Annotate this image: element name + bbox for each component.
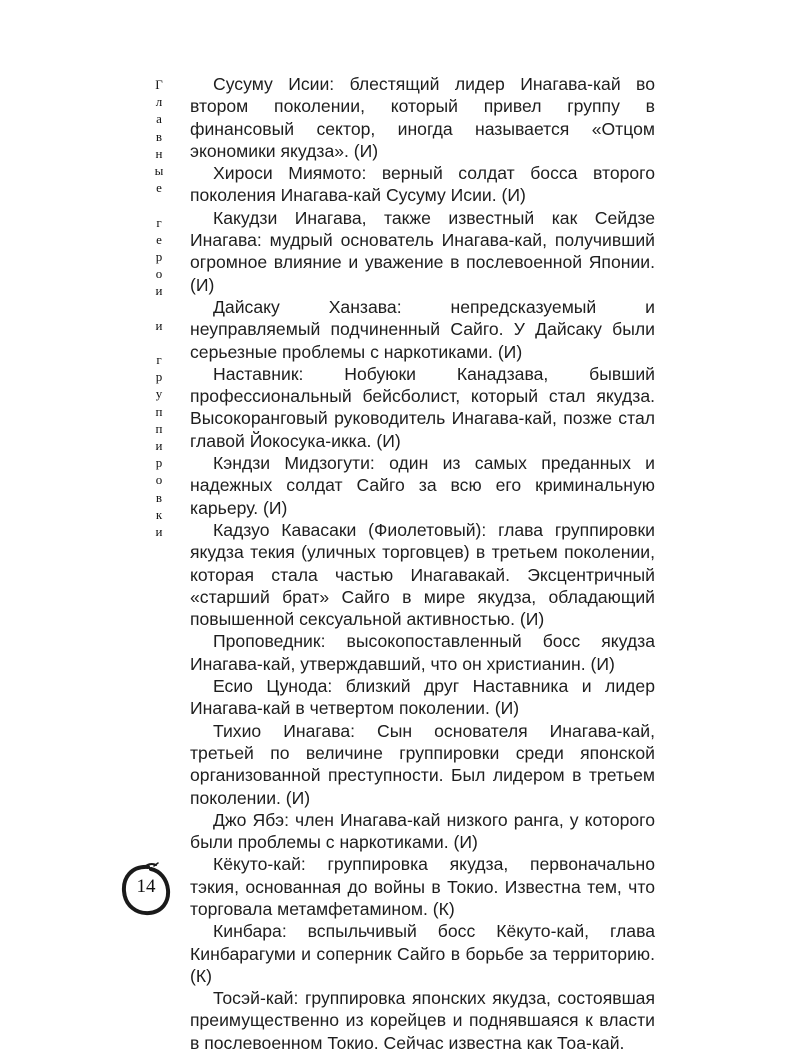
running-title: Г л а в н ы е г е р о и и г р у п п и р о в к и: [154, 77, 164, 539]
entry-tosei-kai: Тосэй-кай: группировка японских якудза, состоявшая преимущественно из корейцев и поднявшаяся к власти в послевоенном Токио. Сейчас известна как Тоа-кай.: [190, 988, 655, 1053]
entry-hanzava: Дайсаку Ханзава: непредсказуемый и неуправляемый подчиненный Сайго. У Дайсаку были серьезные проблемы с наркотиками. (И): [190, 296, 655, 362]
entry-tihio-inagava: Тихио Инагава: Сын основателя Инагава-кай, третьей по величине группировки среди японской организованной преступности. Был лидером в третьем поколении. (И): [190, 720, 655, 808]
entry-tsunoda: Есио Цунода: близкий друг Наставника и лидер Инагава-кай в четвертом поколении. (И): [190, 676, 655, 719]
running-title-text: [0, 0, 1, 1]
entry-kyokuto-kai: Кёкуто-кай: группировка якудза, первоначально тэкия, основанная до войны в Токио. Известна тем, что торговала метамфетамином. (К): [190, 854, 655, 919]
entry-kavasaki: Кадзуо Кавасаки (Фиолетовый): глава группировки якудза текия (уличных торговцев) в третьем поколении, которая стала частью Инагавакай. Эксцентричный «старший брат» Сайго в мире якудза, обладающий повышенной сексуальной активностью. (И): [190, 519, 655, 630]
entry-propovednik: Проповедник: высокопоставленный босс якудза Инагава-кай, утверждавший, что он христианин. (И): [190, 631, 655, 674]
page-number-badge: [118, 862, 174, 918]
entry-midzoguti: Кэндзи Мидзогути: один из самых преданных и надежных солдат Сайго за всю его криминальную карьеру. (И): [190, 453, 655, 518]
entry-kakudzi-inagava: Какудзи Инагава, также известный как Сейдзе Инагава: мудрый основатель Инагава-кай, получивший огромное влияние и уважение в послевоенной Японии. (И): [190, 207, 655, 295]
entry-yabe: Джо Ябэ: член Инагава-кай низкого ранга, у которого были проблемы с наркотиками. (И): [190, 809, 655, 853]
glossary-text: [190, 73, 655, 1054]
entry-kinbara: Кинбара: вспыльчивый босс Кёкуто-кай, глава Кинбарагуми и соперник Сайго в борьбе за территорию. (К): [190, 921, 655, 986]
entry-miyamoto: Хироси Миямото: верный солдат босса второго поколения Инагава-кай Сусуму Исии. (И): [190, 163, 655, 206]
entry-nastavnik: Наставник: Нобуюки Канадзава, бывший профессиональный бейсболист, который стал якудза. Высокоранговый руководитель Инагава-кай, позже стал главой Йокосука-икка. (И): [190, 363, 655, 451]
page-number: 14: [136, 876, 156, 897]
entry-isii: Сусуму Исии: блестящий лидер Инагава-кай во втором поколении, который привел группу в финансовый сектор, иногда называется «Отцом экономики якудза». (И): [190, 74, 655, 161]
